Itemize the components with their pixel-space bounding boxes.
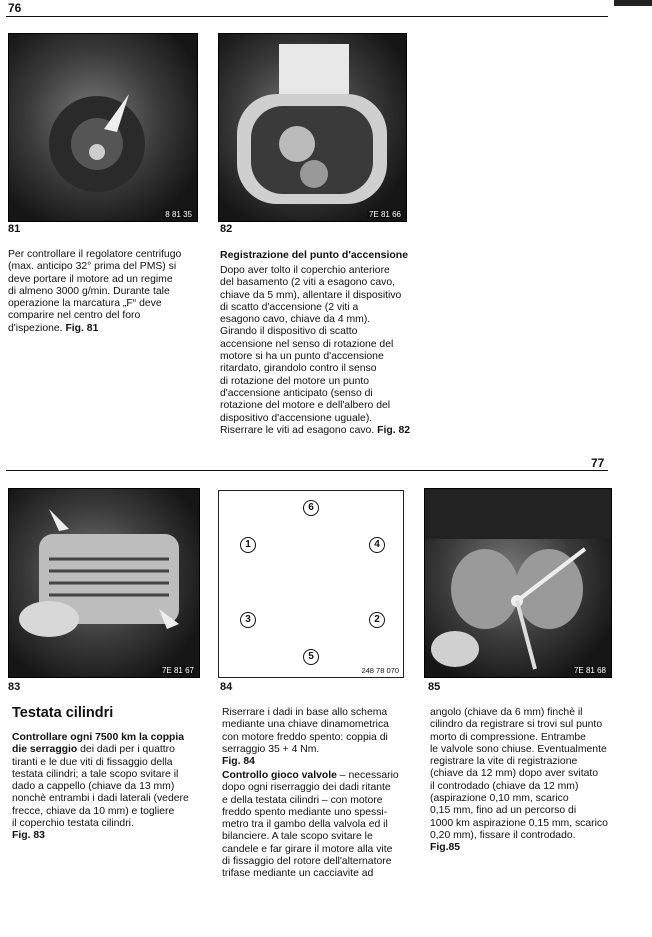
bolt-number-2: 2 — [369, 612, 385, 628]
fig83-text: Controllare ogni 7500 km la coppia die serraggio dei dadi per i quattro tiranti e le due viti di fissaggio della testata cilindri; a tale scopo svitare il dado a cappello (chiave da 13 mm) nonchè entrambi i dadi laterali (vedere frecce, chiave da 10 mm) e togliere il coperchio testata cilindri. Fig. 83 — [12, 732, 189, 842]
figure-81-code: 8 81 35 — [165, 210, 192, 219]
figure-85-code: 7E 81 68 — [573, 666, 606, 675]
figure-84-code: 248 78 070 — [361, 666, 399, 675]
bolt-number-6: 6 — [303, 500, 319, 516]
figure-81-label: 81 — [8, 223, 21, 235]
bolt-number-4: 4 — [369, 537, 385, 553]
figure-82-label: 82 — [220, 223, 233, 235]
fig82-ref: Fig. 82 — [377, 424, 411, 436]
fig81-ref: Fig. 81 — [65, 322, 99, 334]
middle-rule — [6, 470, 608, 471]
bolt-number-1: 1 — [240, 537, 256, 553]
top-rule — [6, 16, 608, 17]
fig82-text: Dopo aver tolto il coperchio anteriore del basamento (2 viti a esagono cavo, chiave da 5 mm), allentare il dispositivo di scatto d'accensione (2 viti a esagono cavo, chiave da 4 mm). Girando il dispositivo di scatto accensione nel senso di rotazione del motore si ha un punto d'accensione ritardato, girandolo contro il senso di rotazione del motore un punto d'accensione anticipato (senso di rotazione del motore e dell'albero del dispositivo d'accensione uguale). Riserrare le viti ad esagono cavo. Fig. 82 — [220, 265, 411, 436]
figure-84-tightening-diagram — [218, 490, 404, 678]
valve-clearance-heading: Controllo gioco valvole — [222, 770, 337, 781]
figure-82-code: 7E 81 66 — [368, 210, 401, 219]
figure-81-photo — [8, 33, 198, 222]
figure-83-photo — [8, 488, 200, 678]
ignition-heading: Registrazione del punto d'accensione — [220, 249, 409, 261]
figure-85-photo — [424, 488, 612, 678]
figure-85-label: 85 — [428, 681, 441, 693]
fig83-ref: Fig. 83 — [12, 830, 45, 842]
page-number-77: 77 — [591, 456, 605, 470]
figure-83-label: 83 — [8, 681, 21, 693]
figure-84-label: 84 — [220, 681, 233, 693]
fig81-text: Per controllare il regolatore centrifugo (max. anticipo 32° prima del PMS) si deve portare il motore ad un regime di almeno 3000 g/min. Durante tale operazione la marcatura „F“ deve comparire nel centro del foro d'ispezione. Fig. 81 — [8, 249, 182, 334]
section-title-testata-cilindri: Testata cilindri — [12, 705, 114, 721]
page-edge-mark — [614, 0, 652, 6]
bolt-number-3: 3 — [240, 612, 256, 628]
bolt-number-5: 5 — [303, 649, 319, 665]
fig84-ref: Fig. 84 — [222, 756, 255, 768]
figure-83-code: 7E 81 67 — [161, 666, 194, 675]
fig84-text: Riserrare i dadi in base allo schema mediante una chiave dinamometrica con motore freddo spento: coppia di serraggio 35 + 4 Nm. Fig. 84 — [222, 707, 389, 768]
fig85-ref: Fig.85 — [430, 842, 461, 854]
figure-82-photo — [218, 33, 407, 222]
valve-clearance-text: Controllo gioco valvole – necessario dopo ogni riserraggio dei dadi ritante e della testata cilindri – con motore freddo spento mediante uno spessi- metro tra il gambo della valvola ed il bilanciere. A tale scopo svitare le candele e far girare il motore alla vite di fissaggio del rotore dell'alternatore trifase mediante un cacciavite ad — [222, 770, 399, 880]
page-number-76: 76 — [8, 1, 22, 15]
fig85-text: angolo (chiave da 6 mm) finchè il cilindro da registrare si trovi sul punto morto di compressione. Entrambe le valvole sono chiuse. Eventualmente registrare la vite di registrazione (chiave da 12 mm) dopo aver svitato il controdado (chiave da 12 mm) (aspirazione 0,10 mm, scarico 0,15 mm, fino ad un percorso di 1000 km aspirazione 0,15 mm, scarico 0,20 mm), fissare il controdado. Fig.85 — [430, 707, 608, 854]
